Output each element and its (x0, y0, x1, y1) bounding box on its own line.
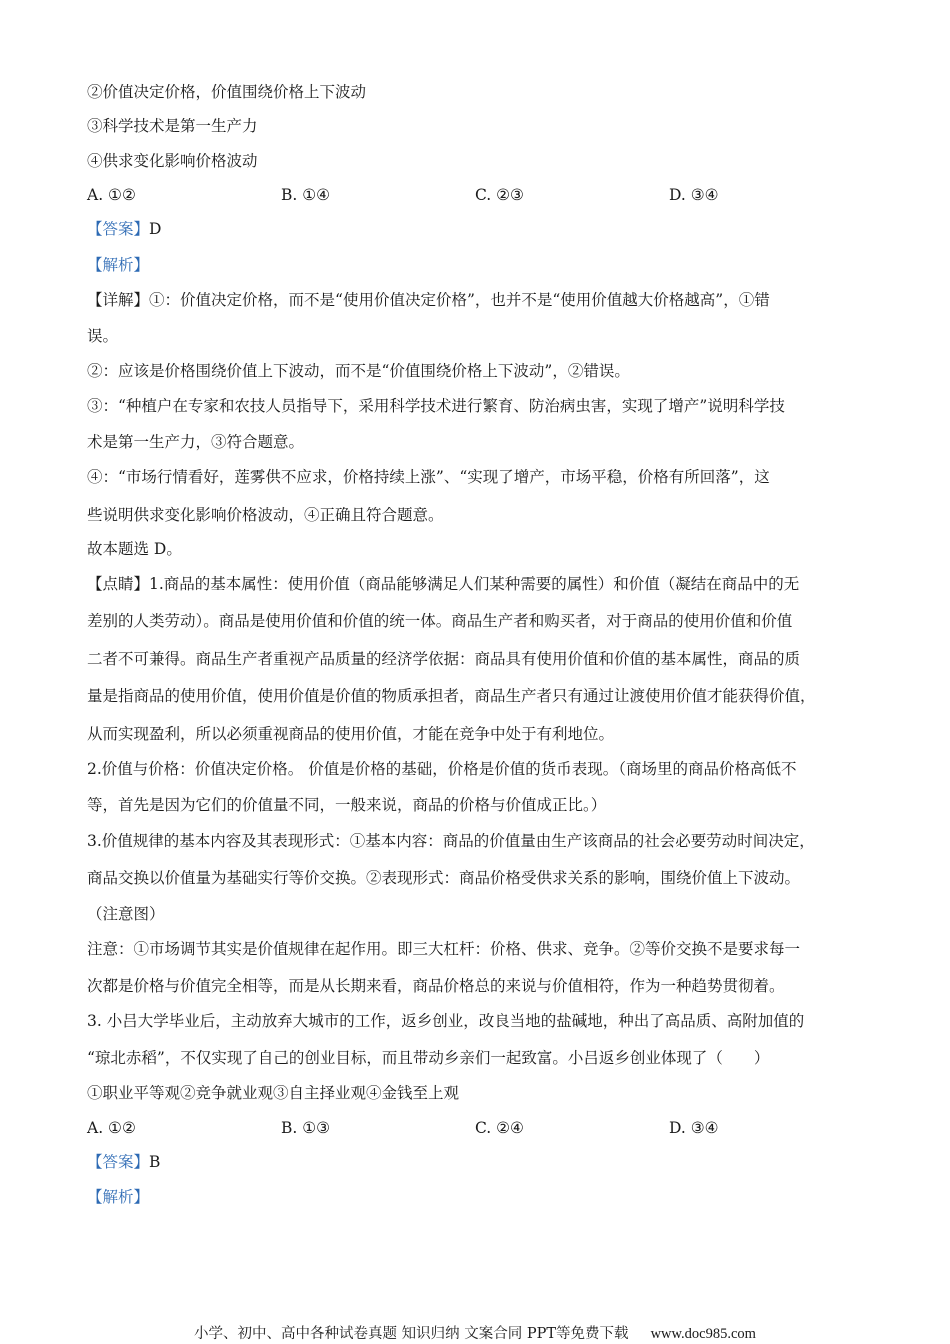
point-line (87, 574, 799, 594)
point-line: 差别的人类劳动）。商品是使用价值和价值的统一体。商品生产者和购买者，对于商品的使用价值和价值 (87, 612, 793, 630)
point-line: 等，首先是因为它们的价值量不同，一般来说，商品的价格与价值成正比。） (87, 796, 607, 814)
q3-stem: 3. 小吕大学毕业后，主动放弃大城市的工作，返乡创业，改良当地的盐碱地，种出了高品质、高附加值的 (87, 1012, 805, 1030)
detail-line: ③：“种植户在专家和农技人员指导下，采用科学技术进行繁育、防治病虫害，实现了增产”说明科学技 (87, 397, 785, 415)
point-text: 1.商品的基本属性：使用价值（商品能够满足人们某种需要的属性）和价值（凝结在商品中的无 (149, 575, 800, 593)
detail-line (87, 290, 770, 310)
answer-tag: 【答案】 (87, 1153, 150, 1171)
answer-value: D (149, 220, 162, 238)
q2-answer (87, 219, 161, 239)
q2-option-b: B. ①④ (281, 186, 331, 204)
point-line: 注意：①市场调节其实是价值规律在起作用。即三大杠杆：价格、供求、竞争。②等价交换不是要求每一 (87, 940, 801, 958)
point-line: 量是指商品的使用价值，使用价值是价值的物质承担者，商品生产者只有通过让渡使用价值才能获得价值， (87, 687, 816, 705)
point-line: 2.价值与价格：价值决定价格。 价值是价格的基础，价格是价值的货币表现。（商场里的商品价格高低不 (87, 760, 797, 778)
q3-option-c: C. ②④ (475, 1119, 524, 1137)
detail-line: 故本题选 D。 (87, 540, 182, 558)
q2-option-d: D. ③④ (669, 186, 719, 204)
detail-line: ②：应该是价格围绕价值上下波动，而不是“价值围绕价格上下波动”，②错误。 (87, 362, 630, 380)
q3-answer (87, 1152, 160, 1172)
q2-option-c: C. ②③ (475, 186, 524, 204)
q3-option-b: B. ①③ (281, 1119, 331, 1137)
q3-option-d: D. ③④ (669, 1119, 719, 1137)
point-tag: 【点睛】 (87, 575, 150, 593)
q2-option-a: A. ①② (87, 186, 136, 204)
point-line: 次都是价格与价值完全相等，而是从长期来看，商品价格总的来说与价值相符，作为一种趋势贯彻着。 (87, 977, 785, 995)
point-line: 从而实现盈利，所以必须重视商品的使用价值，才能在竞争中处于有利地位。 (87, 725, 615, 743)
point-line: 3.价值规律的基本内容及其表现形式：①基本内容：商品的价值量由生产该商品的社会必要劳动时间决定， (87, 832, 815, 850)
statement-3: ③科学技术是第一生产力 (87, 117, 258, 135)
point-line: 商品交换以价值量为基础实行等价交换。②表现形式：商品价格受供求关系的影响，围绕价值上下波动。 (87, 869, 801, 887)
detail-line: 些说明供求变化影响价格波动，④正确且符合题意。 (87, 506, 444, 524)
footer-link[interactable]: www.doc985.com (650, 1326, 756, 1342)
detail-text: ①：价值决定价格，而不是“使用价值决定价格”，也并不是“使用价值越大价格越高”，①错 (149, 291, 770, 309)
point-line: （注意图） (87, 905, 165, 923)
footer-text: 小学、初中、高中各种试卷真题 知识归纳 文案合同 PPT等免费下载 (194, 1326, 629, 1342)
q3-analysis-tag: 【解析】 (87, 1188, 150, 1206)
detail-line: 术是第一生产力，③符合题意。 (87, 433, 305, 451)
q3-stem: “琼北赤稻”，不仅实现了自己的创业目标，而且带动乡亲们一起致富。小吕返乡创业体现了（ ） (87, 1049, 770, 1067)
answer-tag: 【答案】 (87, 220, 150, 238)
q2-analysis-tag: 【解析】 (87, 256, 150, 274)
point-line: 二者不可兼得。商品生产者重视产品质量的经济学依据：商品具有使用价值和价值的基本属性，商品的质 (87, 650, 801, 668)
detail-tag: 【详解】 (87, 291, 150, 309)
statement-4: ④供求变化影响价格波动 (87, 152, 258, 170)
statement-2: ②价值决定价格，价值围绕价格上下波动 (87, 83, 367, 101)
answer-value: B (149, 1153, 161, 1171)
detail-line: 误。 (87, 327, 119, 345)
q3-statements: ①职业平等观②竞争就业观③自主择业观④金钱至上观 (87, 1084, 460, 1102)
q3-option-a: A. ①② (87, 1119, 136, 1137)
page-footer (0, 1324, 950, 1344)
detail-line: ④：“市场行情看好，莲雾供不应求，价格持续上涨”、“实现了增产，市场平稳，价格有所回落”，这 (87, 468, 770, 486)
